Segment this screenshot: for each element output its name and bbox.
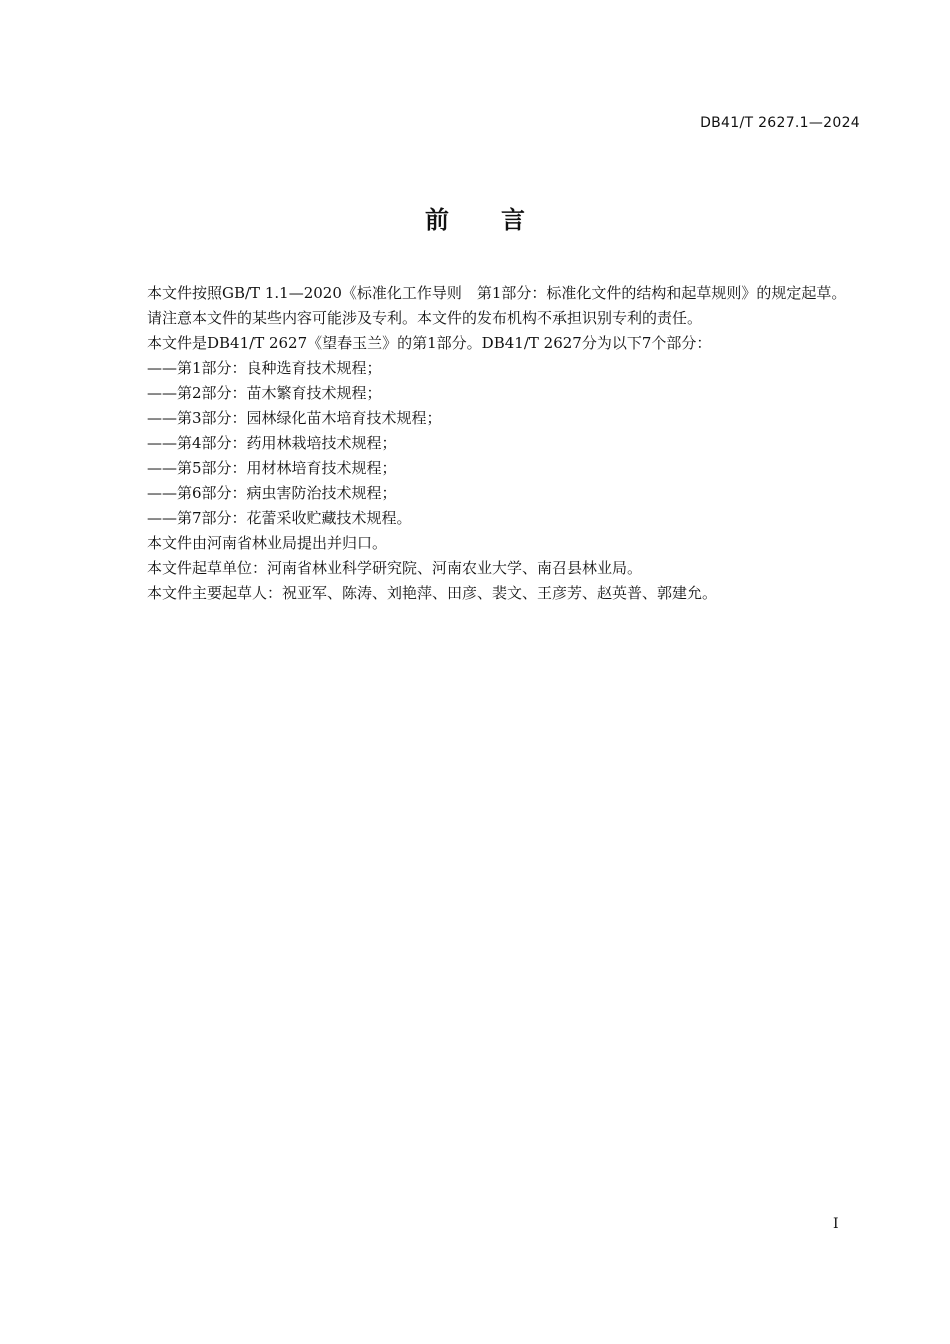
paragraph-drafters: 本文件主要起草人：祝亚军、陈涛、刘艳萍、田彦、裴文、王彦芳、赵英普、郭建允。 (147, 584, 718, 602)
list-item: ——第7部分：花蕾采收贮藏技术规程。 (147, 509, 412, 527)
list-item: ——第4部分：药用林栽培技术规程； (147, 434, 397, 452)
list-item: ——第2部分：苗木繁育技术规程； (147, 384, 382, 402)
paragraph-parts-intro: 本文件是DB41/T 2627《望春玉兰》的第1部分。DB41/T 2627分为以下7个部分： (147, 334, 712, 352)
parts-list (112, 356, 862, 531)
paragraph-proposer: 本文件由河南省林业局提出并归口。 (147, 534, 388, 552)
page-title: 前言 (425, 206, 577, 234)
paragraph-drafting-units: 本文件起草单位：河南省林业科学研究院、河南农业大学、南召县林业局。 (147, 559, 643, 577)
page-number: I (833, 1216, 839, 1232)
foreword-body (112, 281, 862, 606)
list-item: ——第6部分：病虫害防治技术规程； (147, 484, 397, 502)
list-item: ——第5部分：用材林培育技术规程； (147, 459, 397, 477)
paragraph-patent-notice: 请注意本文件的某些内容可能涉及专利。本文件的发布机构不承担识别专利的责任。 (147, 309, 703, 327)
list-item: ——第3部分：园林绿化苗木培育技术规程； (147, 409, 442, 427)
document-code: DB41/T 2627.1—2024 (700, 115, 860, 131)
paragraph-drafting-rules: 本文件按照GB/T 1.1—2020《标准化工作导则 第1部分：标准化文件的结构和起草规则》的规定起草。 (147, 284, 847, 302)
list-item: ——第1部分：良种选育技术规程； (147, 359, 382, 377)
